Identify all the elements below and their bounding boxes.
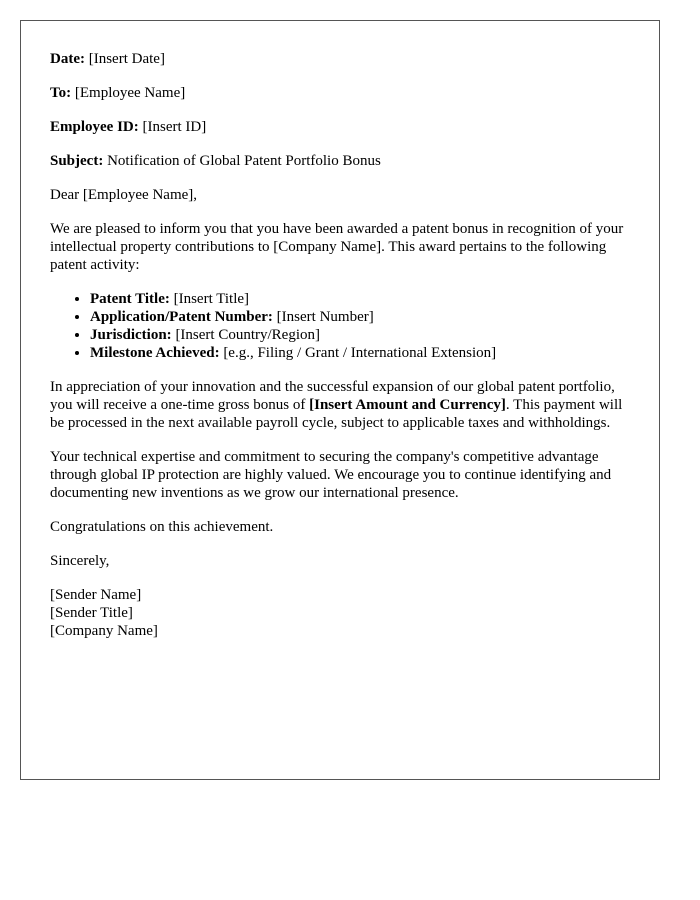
date-line: [50, 50, 630, 68]
list-item: [90, 290, 630, 308]
closing-paragraph: Your technical expertise and commitment to securing the company's competitive advantage through global IP protection are highly valued. We encourage you to continue identifying and documenting new inventions as we grow our international presence.: [50, 449, 612, 501]
bonus-text-before: In appreciation of your innovation and the successful expansion of our global patent portfolio, you will receive a one-time gross bonus of: [50, 379, 615, 413]
signoff: Sincerely,: [50, 553, 110, 569]
congratulations-line: Congratulations on this achievement.: [50, 519, 274, 535]
detail-value: [Insert Number]: [272, 309, 374, 325]
detail-value: [e.g., Filing / Grant / International Extension]: [219, 345, 497, 361]
employee-id-line: [50, 118, 630, 136]
patent-details-list: [50, 290, 630, 362]
detail-value: [Insert Country/Region]: [171, 327, 320, 343]
list-item: [90, 326, 630, 344]
detail-value: [Insert Title]: [169, 291, 250, 307]
sender-title: [Sender Title]: [50, 605, 133, 621]
to-label: To:: [50, 85, 72, 101]
subject-line: [50, 152, 630, 170]
employee-id-value: [Insert ID]: [138, 119, 207, 135]
sender-company: [Company Name]: [50, 623, 158, 639]
subject-value: Notification of Global Patent Portfolio Bonus: [103, 153, 381, 169]
detail-label: Milestone Achieved:: [90, 345, 220, 361]
list-item: [90, 308, 630, 326]
intro-paragraph: We are pleased to inform you that you have been awarded a patent bonus in recognition of your intellectual property contributions to [Company Name]. This award pertains to the following patent activity:: [50, 221, 624, 273]
to-line: [50, 84, 630, 102]
list-item: [90, 344, 630, 362]
bonus-amount: [Insert Amount and Currency]: [309, 397, 506, 413]
employee-id-label: Employee ID:: [50, 119, 139, 135]
subject-label: Subject:: [50, 153, 104, 169]
bonus-paragraph: [50, 378, 630, 432]
sender-name: [Sender Name]: [50, 587, 142, 603]
detail-label: Jurisdiction:: [90, 327, 172, 343]
detail-label: Application/Patent Number:: [90, 309, 273, 325]
salutation: Dear [Employee Name],: [50, 187, 198, 203]
detail-label: Patent Title:: [90, 291, 170, 307]
date-value: [Insert Date]: [84, 51, 165, 67]
date-label: Date:: [50, 51, 85, 67]
to-value: [Employee Name]: [71, 85, 186, 101]
letter-document: [20, 20, 660, 780]
bonus-text-after: . This payment will be processed in the next available payroll cycle, subject to applicable taxes and withholdings.: [50, 397, 623, 431]
